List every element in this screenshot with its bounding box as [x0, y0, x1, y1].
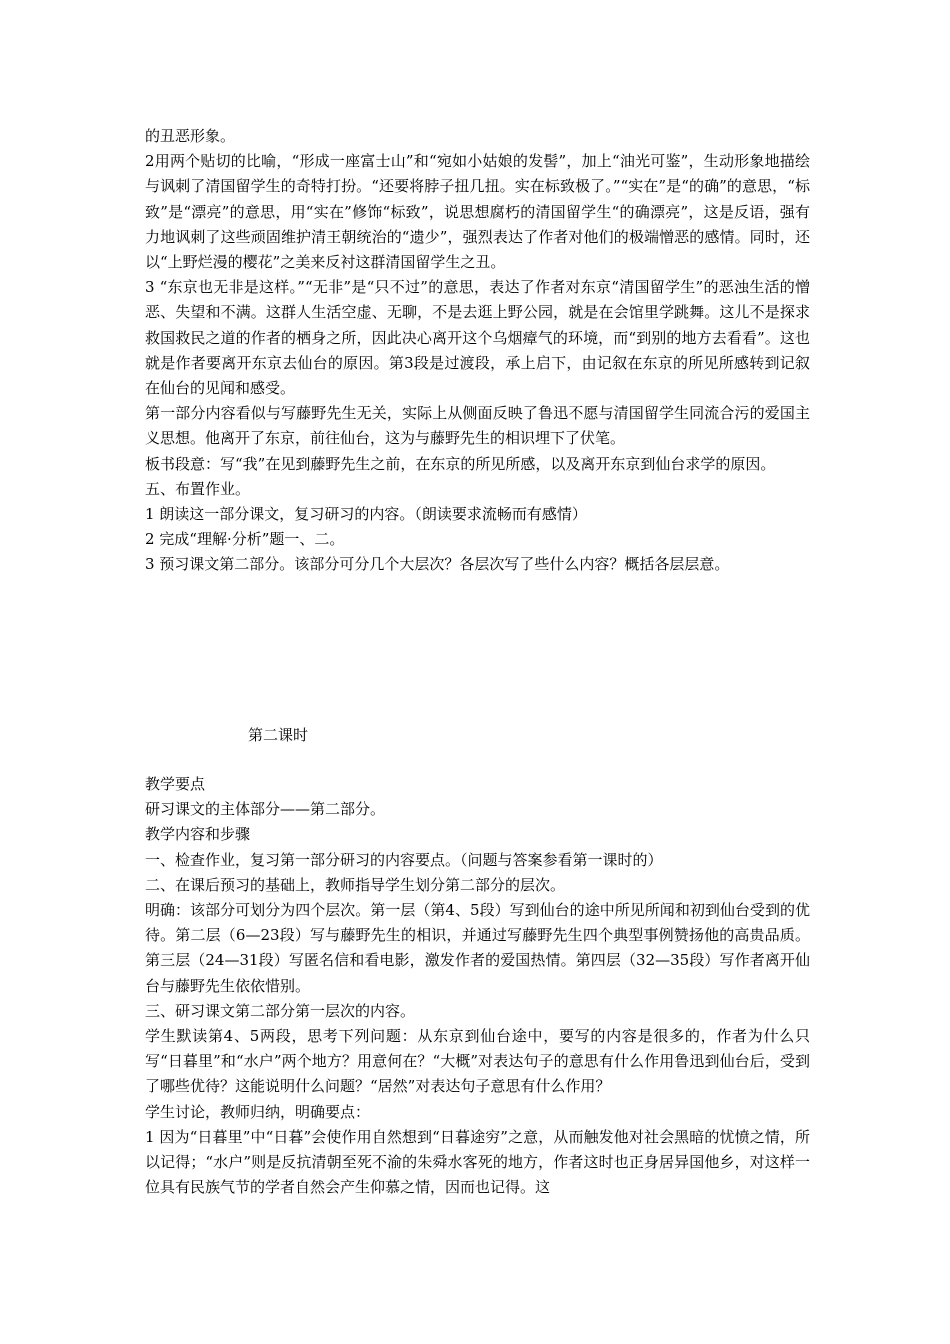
homework-heading: 五、布置作业。	[145, 479, 251, 498]
key-points-text: 研习课文的主体部分——第二部分。	[145, 800, 386, 819]
discussion-intro: 学生讨论，教师归纳，明确要点：	[145, 1102, 371, 1121]
paragraph-tokyo-analysis: 3 “东京也无非是这样。”“无非”是“只不过”的意思，表达了作者对东京“清国留学生”的恶浊生活的憎恶、失望和不满。这群人生活空虚、无聊，不是去逛上野公园，就是在会馆里学跳舞。这儿不是探求救国救民之道的作者的栖身之所，因此决心离开这个乌烟瘴气的环境，而“到别的地方去看看”。这也就是作者要离开东京去仙台的原因。第3段是过渡段，承上启下，由记叙在东京的所见所感转到记叙在仙台的见闻和感受。	[145, 278, 810, 398]
lesson-two-notes	[145, 772, 810, 1200]
paragraph-discussion-questions: 学生默读第4、5两段，思考下列问题：从东京到仙台途中，要写的内容是很多的，作者为什么只写“日暮里”和“水户”两个地方？用意何在？“大概”对表达句子的意思有什么作用鲁迅到仙台后，受到了哪些优待？这能说明什么问题？“居然”对表达句子意思有什么作用？	[145, 1026, 810, 1096]
step-one: 一、检查作业，复习第一部分研习的内容要点。（问题与答案参看第一课时的）	[145, 850, 663, 869]
homework-item: 1 朗读这一部分课文，复习研习的内容。（朗读要求流畅而有感情）	[145, 505, 587, 524]
lesson-two-title: 第二课时	[248, 726, 309, 744]
paragraph-answer-one: 1 因为“日暮里”中“日暮”会使作用自然想到“日暮途穷”之意，从而触发他对社会黑暗的忧愤之情，所以记得；“水户”则是反抗清朝至死不渝的朱舜水客死的地方，作者这时也正身居异国他乡，对这样一位具有民族气节的学者自然会产生仰慕之情，因而也记得。这	[145, 1127, 810, 1197]
steps-heading: 教学内容和步骤	[145, 825, 251, 844]
paragraph-metaphor-analysis: 2用两个贴切的比喻，“形成一座富士山”和“宛如小姑娘的发髻”，加上“油光可鉴”，生动形象地描绘与讽刺了清国留学生的奇特打扮。“还要将脖子扭几扭。实在标致极了。”“实在”是“的确”的意思，“标致”是“漂亮”的意思，用“实在”修饰“标致”，说思想腐朽的清国留学生“的确漂亮”，这是反语，强有力地讽刺了这些顽固维护清王朝统治的“遗少”，强烈表达了作者对他们的极端憎恶的感情。同时，还以“上野烂漫的樱花”之美来反衬这群清国留学生之丑。	[145, 152, 810, 272]
homework-item: 3 预习课文第二部分。该部分可分几个大层次？各层次写了些什么内容？概括各层层意。	[145, 555, 730, 574]
step-three: 三、研习课文第二部分第一层次的内容。	[145, 1001, 416, 1020]
paragraph-layer-division: 明确：该部分可划分为四个层次。第一层（第4、5段）写到仙台的途中所见所闻和初到仙台受到的优待。第二层（6—23段）写与藤野先生的相识，并通过写藤野先生四个典型事例赞扬他的高贵品质。第三层（24—31段）写匿名信和看电影，激发作者的爱国热情。第四层（32—35段）写作者离开仙台与藤野先生依依惜别。	[145, 900, 810, 995]
paragraph-ugly-image: 的丑恶形象。	[145, 127, 236, 145]
step-two: 二、在课后预习的基础上，教师指导学生划分第二部分的层次。	[145, 875, 566, 894]
lesson-one-notes	[145, 124, 810, 578]
paragraph-blackboard-summary: 板书段意：写“我”在见到藤野先生之前，在东京的所见所感，以及离开东京到仙台求学的原因。	[145, 454, 776, 473]
homework-item: 2 完成“理解·分析”题一、二。	[145, 530, 345, 549]
key-points-heading: 教学要点	[145, 775, 206, 793]
paragraph-part-one-summary: 第一部分内容看似与写藤野先生无关，实际上从侧面反映了鲁迅不愿与清国留学生同流合污的爱国主义思想。他离开了东京，前往仙台，这为与藤野先生的相识埋下了伏笔。	[145, 404, 810, 448]
